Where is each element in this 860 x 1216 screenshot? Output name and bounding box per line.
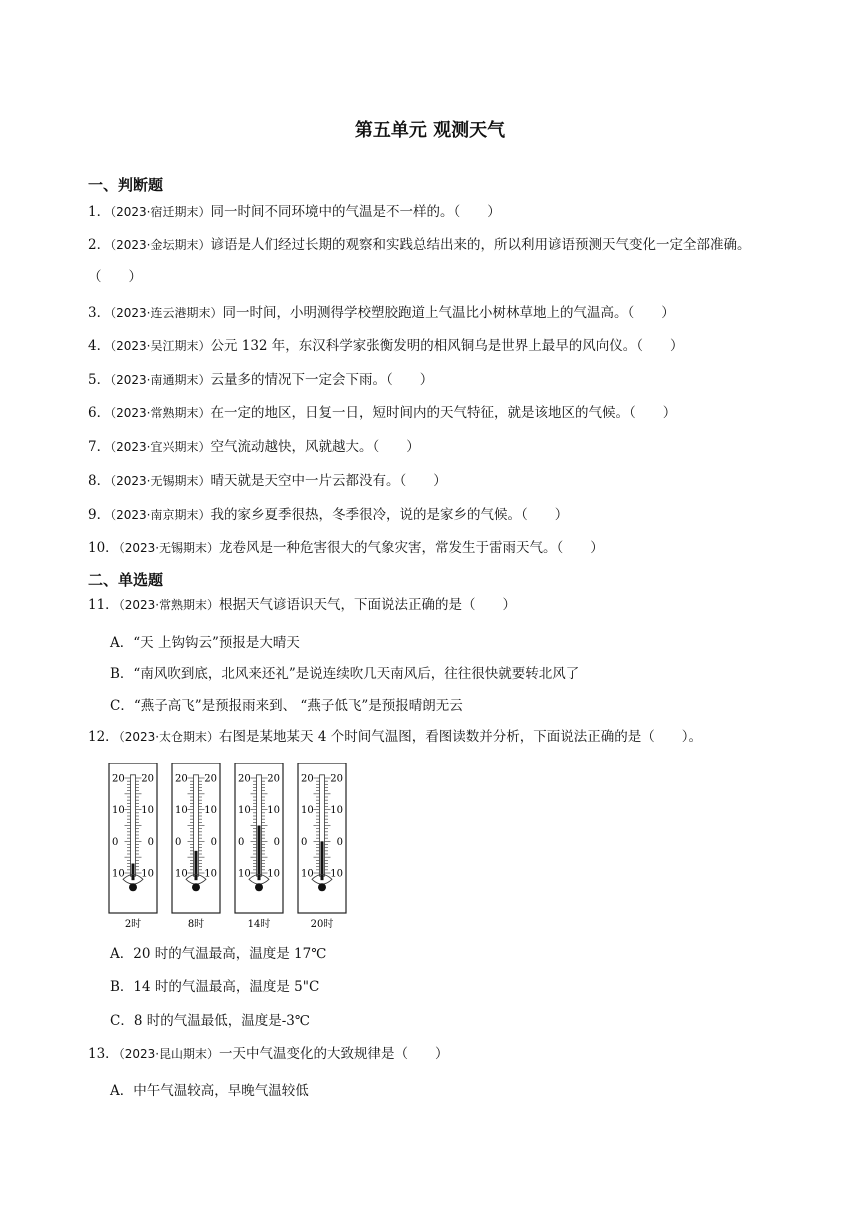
q11-option-b: B．“南风吹到底，北风来还礼”是说连续吹几天南风后，往往很快就要转北风了 bbox=[110, 666, 580, 682]
scale-label-left: 20 bbox=[112, 773, 125, 785]
scale-label-left: 10 bbox=[238, 805, 251, 817]
thermometer-bulb bbox=[318, 883, 326, 891]
scale-label-right: 10 bbox=[204, 868, 217, 880]
scale-label-left: 0 bbox=[301, 836, 308, 848]
section-heading-judgement: 一、判断题 bbox=[88, 176, 164, 194]
q12-option-a: A．20 时的气温最高，温度是 17℃ bbox=[110, 946, 327, 962]
scale-label-left: 20 bbox=[301, 773, 314, 785]
thermometer-3 bbox=[235, 763, 283, 930]
scale-label-left: 0 bbox=[175, 836, 182, 848]
scale-label-left: 20 bbox=[175, 773, 188, 785]
scale-label-right: 20 bbox=[204, 773, 217, 785]
scale-label-right: 0 bbox=[147, 836, 154, 848]
scale-label-right: 0 bbox=[210, 836, 217, 848]
scale-label-right: 0 bbox=[336, 836, 343, 848]
thermometer-4 bbox=[298, 763, 346, 930]
thermometer-time-label: 8时 bbox=[187, 919, 205, 930]
thermometer-bulb bbox=[255, 883, 263, 891]
question-3: 3．（2023·连云港期末）同一时间，小明测得学校塑胶跑道上气温比小树林草地上的气温高。（ ） bbox=[88, 305, 675, 321]
q11-option-a: A．“天 上钩钩云”预报是大晴天 bbox=[110, 635, 300, 651]
question-7: 7．（2023·宜兴期末）空气流动越快，风就越大。（ ） bbox=[88, 439, 420, 455]
question-8: 8．（2023·无锡期末）晴天就是天空中一片云都没有。（ ） bbox=[88, 473, 447, 489]
scale-label-right: 10 bbox=[141, 868, 154, 880]
question-13: 13．（2023·昆山期末）一天中气温变化的大致规律是（ ） bbox=[88, 1046, 449, 1062]
thermometer-time-label: 14时 bbox=[247, 919, 271, 930]
scale-label-right: 10 bbox=[267, 805, 280, 817]
scale-label-left: 10 bbox=[238, 868, 251, 880]
q12-option-b: B．14 时的气温最高，温度是 5"C bbox=[110, 979, 320, 995]
mercury-column bbox=[132, 864, 135, 881]
scale-label-left: 10 bbox=[301, 805, 314, 817]
page-title: 第五单元 观测天气 bbox=[354, 120, 506, 141]
question-5: 5．（2023·南通期末）云量多的情况下一定会下雨。（ ） bbox=[88, 372, 434, 388]
thermometer-bulb bbox=[192, 883, 200, 891]
scale-label-right: 20 bbox=[267, 773, 280, 785]
thermometer-figure bbox=[107, 763, 352, 933]
scale-label-right: 10 bbox=[204, 805, 217, 817]
scale-label-right: 10 bbox=[330, 805, 343, 817]
mercury-column bbox=[195, 851, 198, 880]
mercury-column bbox=[258, 826, 261, 881]
scale-label-left: 10 bbox=[112, 805, 125, 817]
scale-label-left: 10 bbox=[301, 868, 314, 880]
question-1: 1．（2023·宿迁期末）同一时间不同环境中的气温是不一样的。（ ） bbox=[88, 204, 501, 220]
thermometer-time-label: 20时 bbox=[310, 919, 334, 930]
section-heading-single-choice: 二、单选题 bbox=[88, 571, 164, 589]
question-10: 10．（2023·无锡期末）龙卷风是一种危害很大的气象灾害，常发生于雷雨天气。（ ） bbox=[88, 540, 604, 556]
scale-label-right: 0 bbox=[273, 836, 280, 848]
q12-option-c: C．8 时的气温最低，温度是-3℃ bbox=[110, 1013, 310, 1029]
question-11: 11．（2023·常熟期末）根据天气谚语识天气，下面说法正确的是（ ） bbox=[88, 597, 517, 613]
question-2: 2．（2023·金坛期末）谚语是人们经过长期的观察和实践总结出来的，所以利用谚语预测天气变化一定全部准确。（ ） bbox=[88, 237, 751, 285]
scale-label-right: 20 bbox=[330, 773, 343, 785]
question-4: 4．（2023·吴江期末）公元 132 年，东汉科学家张衡发明的相风铜乌是世界上最早的风向仪。（ ） bbox=[88, 338, 684, 354]
thermometer-1 bbox=[109, 763, 157, 930]
scale-label-right: 10 bbox=[267, 868, 280, 880]
question-9: 9．（2023·南京期末）我的家乡夏季很热，冬季很冷，说的是家乡的气候。（ ） bbox=[88, 507, 569, 523]
thermometer-time-label: 2时 bbox=[124, 919, 142, 930]
q13-option-a: A．中午气温较高，早晚气温较低 bbox=[110, 1083, 309, 1099]
question-12: 12．（2023·太仓期末）右图是某地某天 4 个时间气温图，看图读数并分析，下面说法正确的是（ ）。 bbox=[88, 729, 702, 745]
scale-label-left: 10 bbox=[175, 868, 188, 880]
scale-label-left: 0 bbox=[112, 836, 119, 848]
scale-label-right: 20 bbox=[141, 773, 154, 785]
scale-label-right: 10 bbox=[141, 805, 154, 817]
scale-label-left: 10 bbox=[112, 868, 125, 880]
scale-label-left: 0 bbox=[238, 836, 245, 848]
scale-label-left: 10 bbox=[175, 805, 188, 817]
thermometer-2 bbox=[172, 763, 220, 930]
scale-label-left: 20 bbox=[238, 773, 251, 785]
q11-option-c: C．“燕子高飞”是预报雨来到、 “燕子低飞”是预报晴朗无云 bbox=[110, 698, 463, 714]
thermometer-bulb bbox=[129, 883, 137, 891]
scale-label-right: 10 bbox=[330, 868, 343, 880]
question-6: 6．（2023·常熟期末）在一定的地区，日复一日，短时间内的天气特征，就是该地区的气候。（ ） bbox=[88, 405, 677, 421]
thermometer-tube bbox=[131, 775, 136, 876]
